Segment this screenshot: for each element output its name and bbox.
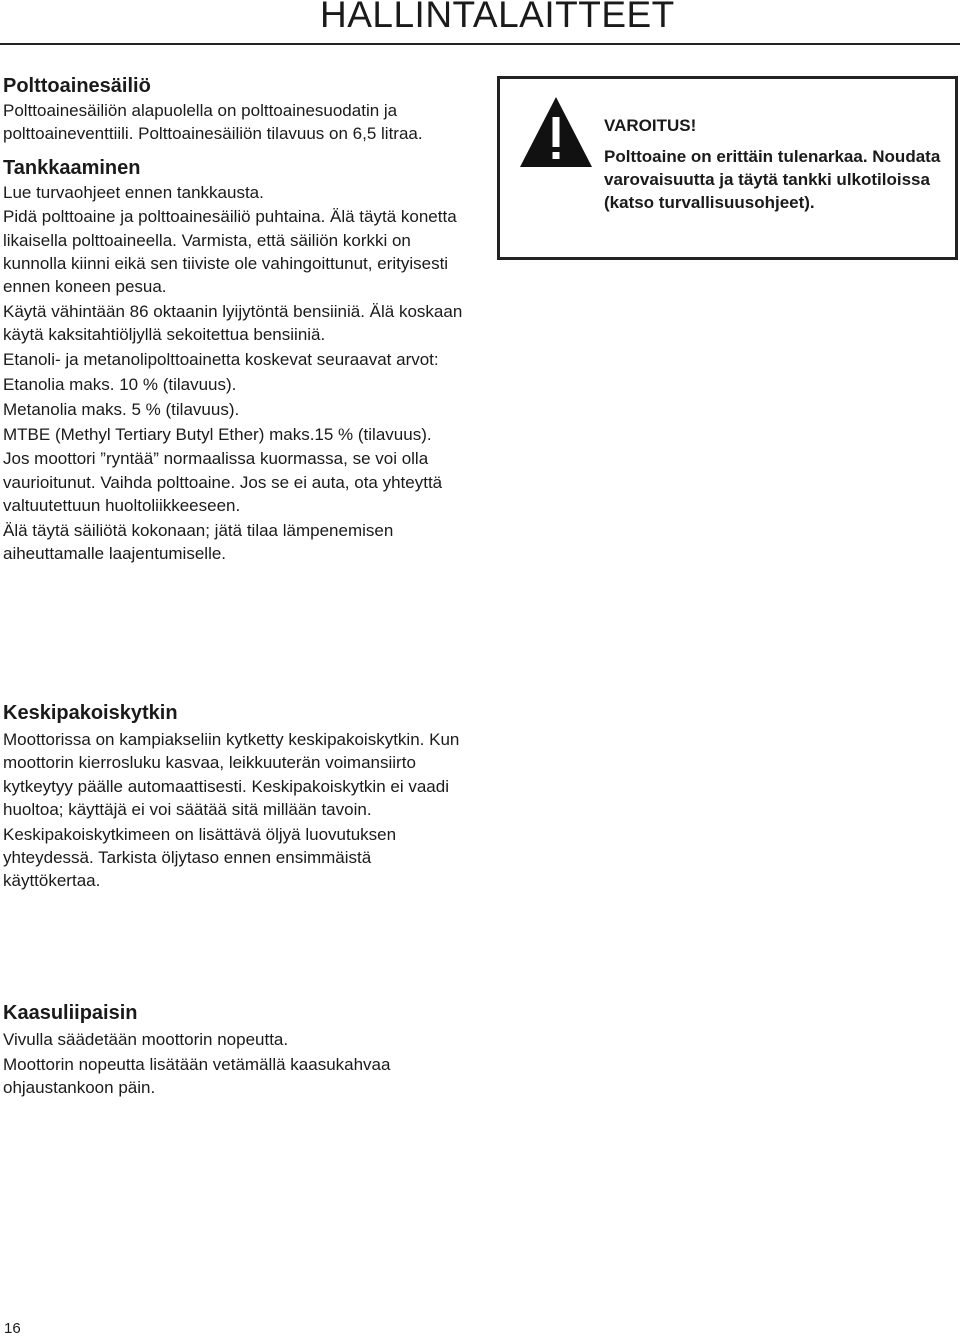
fuel-tank-heading: Polttoainesäiliö <box>3 75 151 97</box>
refueling-paragraph: Älä täytä säiliötä kokonaan; jätä tilaa lämpenemisen aiheuttamalle laajentumiselle. <box>3 520 394 564</box>
warning-title: VAROITUS! <box>604 116 697 135</box>
refueling-paragraph: Etanolia maks. 10 % (tilavuus). <box>3 374 237 394</box>
refueling-paragraph: Lue turvaohjeet ennen tankkausta. <box>3 182 264 202</box>
clutch-paragraph: Keskipakoiskytkimeen on lisättävä öljyä luovutuksen yhteydessä. Tarkista öljytaso ennen ensimmäistä käyttökertaa. <box>3 824 397 891</box>
page-header-title: HALLINTALAITTEET <box>320 0 675 35</box>
fuel-section <box>3 73 473 565</box>
fuel-tank-text: Polttoainesäiliön alapuolella on polttoainesuodatin ja polttoaineventtiili. Polttoainesäiliön tilavuus on 6,5 litraa. <box>3 101 423 144</box>
warning-triangle-icon <box>518 95 594 171</box>
throttle-heading: Kaasuliipaisin <box>3 1002 138 1024</box>
throttle-section <box>3 1000 473 1099</box>
throttle-paragraph: Vivulla säädetään moottorin nopeutta. <box>3 1030 289 1049</box>
warning-box <box>497 76 958 260</box>
page-number: 16 <box>4 1320 21 1337</box>
header-divider <box>0 43 960 45</box>
clutch-heading: Keskipakoiskytkin <box>3 702 178 724</box>
clutch-paragraph: Moottorissa on kampiakseliin kytketty keskipakoiskytkin. Kun moottorin kierrosluku kasvaa, leikkuuterän voimansiirto kytkeytyy päälle automaattisesti. Keskipakoiskytkin ei vaadi huoltoa; käyttäjä ei voi säätää sitä millään tavoin. <box>3 730 460 819</box>
refueling-paragraph: Jos moottori ”ryntää” normaalissa kuormassa, se voi olla vaurioitunut. Vaihda polttoaine. Jos se ei auta, ota yhteyttä valtuutettuun huoltoliikkeeseen. <box>3 449 443 515</box>
refueling-paragraph: Pidä polttoaine ja polttoainesäiliö puhtaina. Älä täytä konetta likaisella polttoaineella. Varmista, että säiliön korkki on kunnolla kiinni eikä sen tiiviste ole vahingoittunut, erityisesti ennen koneen pesua. <box>3 207 457 297</box>
clutch-section <box>3 700 473 893</box>
refueling-paragraph: Etanoli- ja metanolipolttoainetta koskevat seuraavat arvot: <box>3 350 439 370</box>
refueling-heading: Tankkaaminen <box>3 156 141 179</box>
refueling-paragraph: Metanolia maks. 5 % (tilavuus). <box>3 399 240 419</box>
warning-message: Polttoaine on erittäin tulenarkaa. Noudata varovaisuutta ja täytä tankki ulkotiloissa (katso turvallisuusohjeet). <box>604 147 941 212</box>
refueling-paragraph: Käytä vähintään 86 oktaanin lyijytöntä bensiiniä. Älä koskaan käytä kaksitahtiöljyllä sekoitettua bensiiniä. <box>3 302 463 345</box>
refueling-paragraph: MTBE (Methyl Tertiary Butyl Ether) maks.15 % (tilavuus). <box>3 424 432 444</box>
throttle-paragraph: Moottorin nopeutta lisätään vetämällä kaasukahvaa ohjaustankoon päin. <box>3 1054 391 1098</box>
warning-text-block <box>604 114 944 214</box>
